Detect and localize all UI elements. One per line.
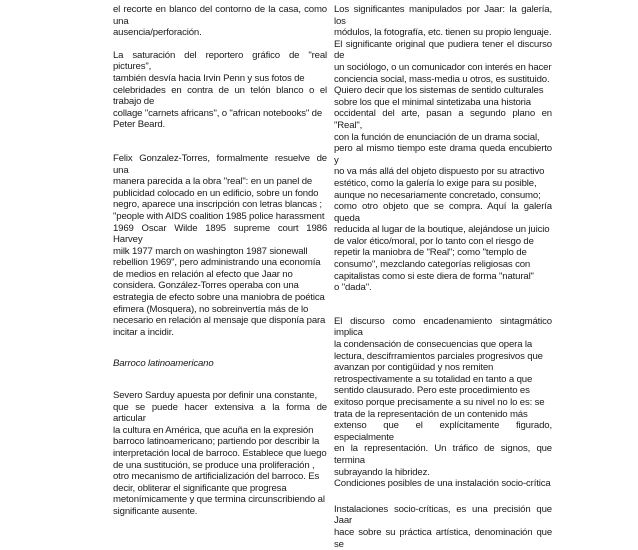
paragraph-recorte: el recorte en blanco del contorno de la casa, como una ausencia/perforación. [113, 4, 327, 39]
right-column [334, 4, 552, 550]
paragraph-saturacion: La saturación del reportero gráfico de "real pictures", también desvía hacia Irvin Penn y sus fotos de celebridades en contra de un telón blanco o el trabajo de collage "carnets africans", o "african notebooks" de Peter Beard. [113, 49, 327, 131]
paragraph-discurso: El discurso como encadenamiento sintagmático implica la condensación de consecuencias que opera la lectura, descifrramientos parciales progresivos que avanzan por contigüidad y nos remiten retrospectivamente a su totalidad en tanto a que sentido clausurado. Pero este procedimiento es exitoso porque precisamente a su nivel no lo es: se trata de la representación de un contenido más extenso que el explícitamente figurado, especialmente en la representación. Un tráfico de signos, que termina subrayando la hibridez. [334, 315, 552, 478]
paragraph-instalaciones: Instalaciones socio-críticas, es una precisión que Jaar hace sobre su práctica artística, denominación que se [334, 503, 552, 550]
left-column [113, 4, 327, 518]
section-heading-barroco: Barroco latinoamericano [113, 358, 214, 370]
section-heading-condiciones: Condiciones posibles de una instalación socio-crítica [334, 478, 551, 490]
paragraph-significantes: Los significantes manipulados por Jaar: la galería, los módulos, la fotografía, etc. tienen su propio lenguaje. El significante original que pudiera tener el discurso de un sociólogo, o un comunicador con interés en hacer conciencia social, mass-media u otros, es sustituido. Quiero decir que los sistemas de sentido culturales sobre los que el minimal sintetizaba una historia occidental del arte, pasan a segundo plano en "Real", con la función de enunciación de un drama social, pero al mismo tiempo este drama queda encubierto y no va más allá del objeto dispuesto por su atractivo estético, como la galería lo exige para su posible, aunque no necesariamente concretado, consumo; como otro objeto que se compra. Aquí la galería queda reducida al lugar de la boutique, alejándose un juicio de valor ético/moral, por lo tanto con el riesgo de repetir la maniobra de "Real"; como "templo de consumo", mezclando categorías religiosas con capitalistas como si este diera de forma "natural" o "dada". [334, 4, 552, 294]
paragraph-gonzalez-torres: Felix Gonzalez-Torres, formalmente resuelve de una manera parecida a la obra "real": en un panel de publicidad colocado en un edificio, sobre un fondo negro, aparece una inscripción con letras blancas ; "people with AIDS coalition 1985 police harassment 1969 Oscar Wilde 1895 supreme court 1986 Harvey milk 1977 march on washington 1987 sionewall rebellion 1969", pero administrando una economía de medios en relación al efecto que Jaar no considera. González-Torres operaba con una estrategia de efecto sobre una maniobra de poética efimera (Mosquera), no sobreinvertía más de lo necesario en relación al mensaje que disponía para incitar a incidir. [113, 152, 327, 338]
paragraph-sarduy: Severo Sarduy apuesta por definir una constante, que se puede hacer extensiva a la forma de articular la cultura en América, que acuña en la expresión barroco latinoamericano; partiendo por describir la interpretación local de barroco. Establece que luego de una sustitución, se produce una proliferación , otro mecanismo de artificialización del barroco. Es decir, obliterar el significante que progresa metonímicamente y que termina circunscribiendo al significante ausente. [113, 390, 327, 517]
